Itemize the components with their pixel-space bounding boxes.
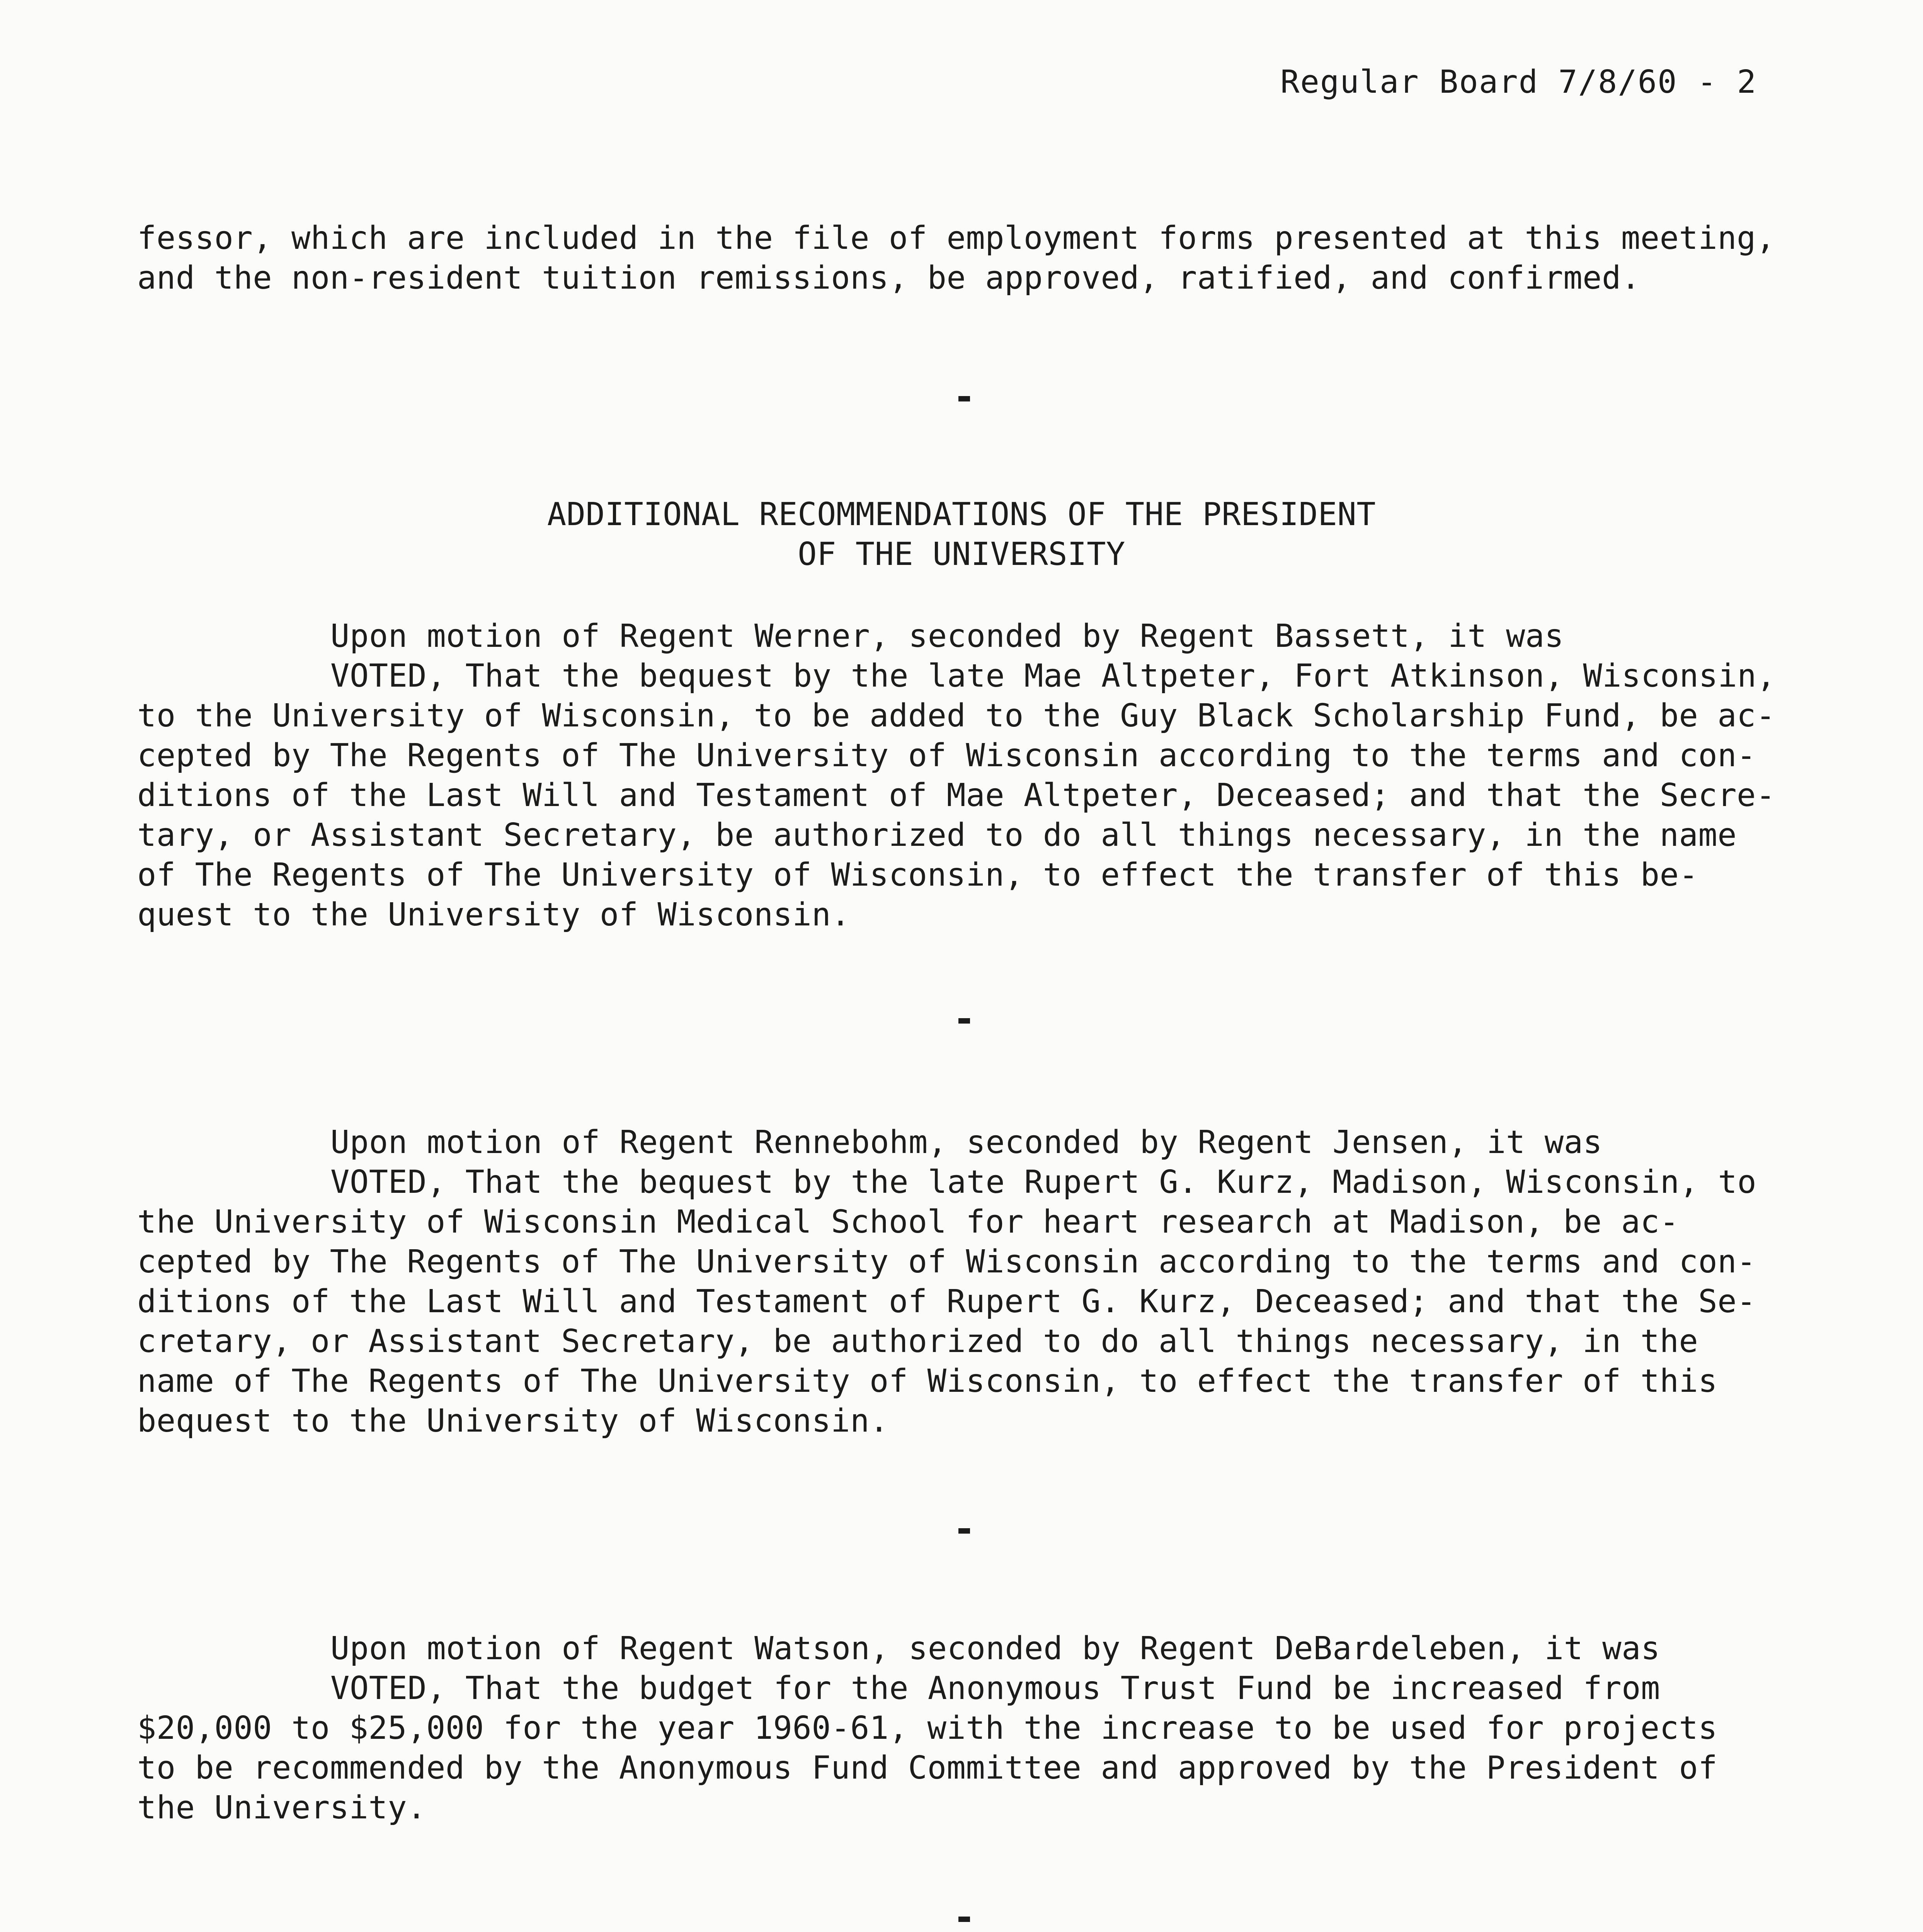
text-line: cepted by The Regents of The University of Wisconsin according to the terms and con-	[137, 1243, 1756, 1280]
text-line: fessor, which are included in the file of employment forms presented at this meeting,	[137, 220, 1775, 257]
text-line: quest to the University of Wisconsin.	[137, 896, 851, 933]
text-line: tary, or Assistant Secretary, be authorized to do all things necessary, in the name	[137, 817, 1737, 854]
text-line: cepted by The Regents of The University of Wisconsin according to the terms and con-	[137, 737, 1756, 774]
separator-dash	[958, 396, 970, 401]
text-line: of The Regents of The University of Wisconsin, to effect the transfer of this be-	[137, 857, 1698, 893]
text-line: Upon motion of Regent Rennebohm, seconded by Regent Jensen, it was	[330, 1124, 1603, 1161]
text-line: ditions of the Last Will and Testament of Rupert G. Kurz, Deceased; and that the Se-	[137, 1283, 1756, 1320]
text-line: VOTED, That the budget for the Anonymous Trust Fund be increased from	[330, 1670, 1660, 1707]
text-line: ditions of the Last Will and Testament of Mae Altpeter, Deceased; and that the Secre-	[137, 777, 1775, 814]
separator-dash	[958, 1917, 970, 1922]
paragraph-altpeter-bequest	[137, 616, 1776, 935]
text-line: cretary, or Assistant Secretary, be authorized to do all things necessary, in the	[137, 1323, 1698, 1360]
text-line: name of The Regents of The University of Wisconsin, to effect the transfer of this	[137, 1363, 1718, 1400]
section-heading	[0, 495, 1923, 574]
continuation-text	[137, 218, 1776, 298]
page-header: Regular Board 7/8/60 - 2	[1280, 64, 1757, 100]
text-line: and the non-resident tuition remissions, be approved, ratified, and confirmed.	[137, 260, 1641, 296]
text-line: Upon motion of Regent Werner, seconded by Regent Bassett, it was	[330, 618, 1564, 655]
text-line: to be recommended by the Anonymous Fund Committee and approved by the President of	[137, 1750, 1718, 1786]
separator-dash	[958, 1528, 970, 1534]
text-line: VOTED, That the bequest by the late Rupert G. Kurz, Madison, Wisconsin, to	[330, 1164, 1757, 1201]
text-line: the University of Wisconsin Medical School for heart research at Madison, be ac-	[137, 1204, 1679, 1240]
heading-line: ADDITIONAL RECOMMENDATIONS OF THE PRESIDENT	[547, 496, 1376, 533]
heading-line: OF THE UNIVERSITY	[798, 536, 1125, 573]
text-line: $20,000 to $25,000 for the year 1960-61, with the increase to be used for projects	[137, 1710, 1718, 1747]
paragraph-anonymous-trust-fund	[137, 1629, 1776, 1828]
text-line: Upon motion of Regent Watson, seconded by Regent DeBardeleben, it was	[330, 1630, 1660, 1667]
paragraph-kurz-bequest	[137, 1122, 1776, 1441]
text-line: to the University of Wisconsin, to be added to the Guy Black Scholarship Fund, be ac-	[137, 697, 1775, 734]
separator-dash	[958, 1018, 970, 1024]
text-line: bequest to the University of Wisconsin.	[137, 1403, 889, 1439]
text-line: the University.	[137, 1789, 427, 1826]
text-line: VOTED, That the bequest by the late Mae Altpeter, Fort Atkinson, Wisconsin,	[330, 658, 1776, 694]
